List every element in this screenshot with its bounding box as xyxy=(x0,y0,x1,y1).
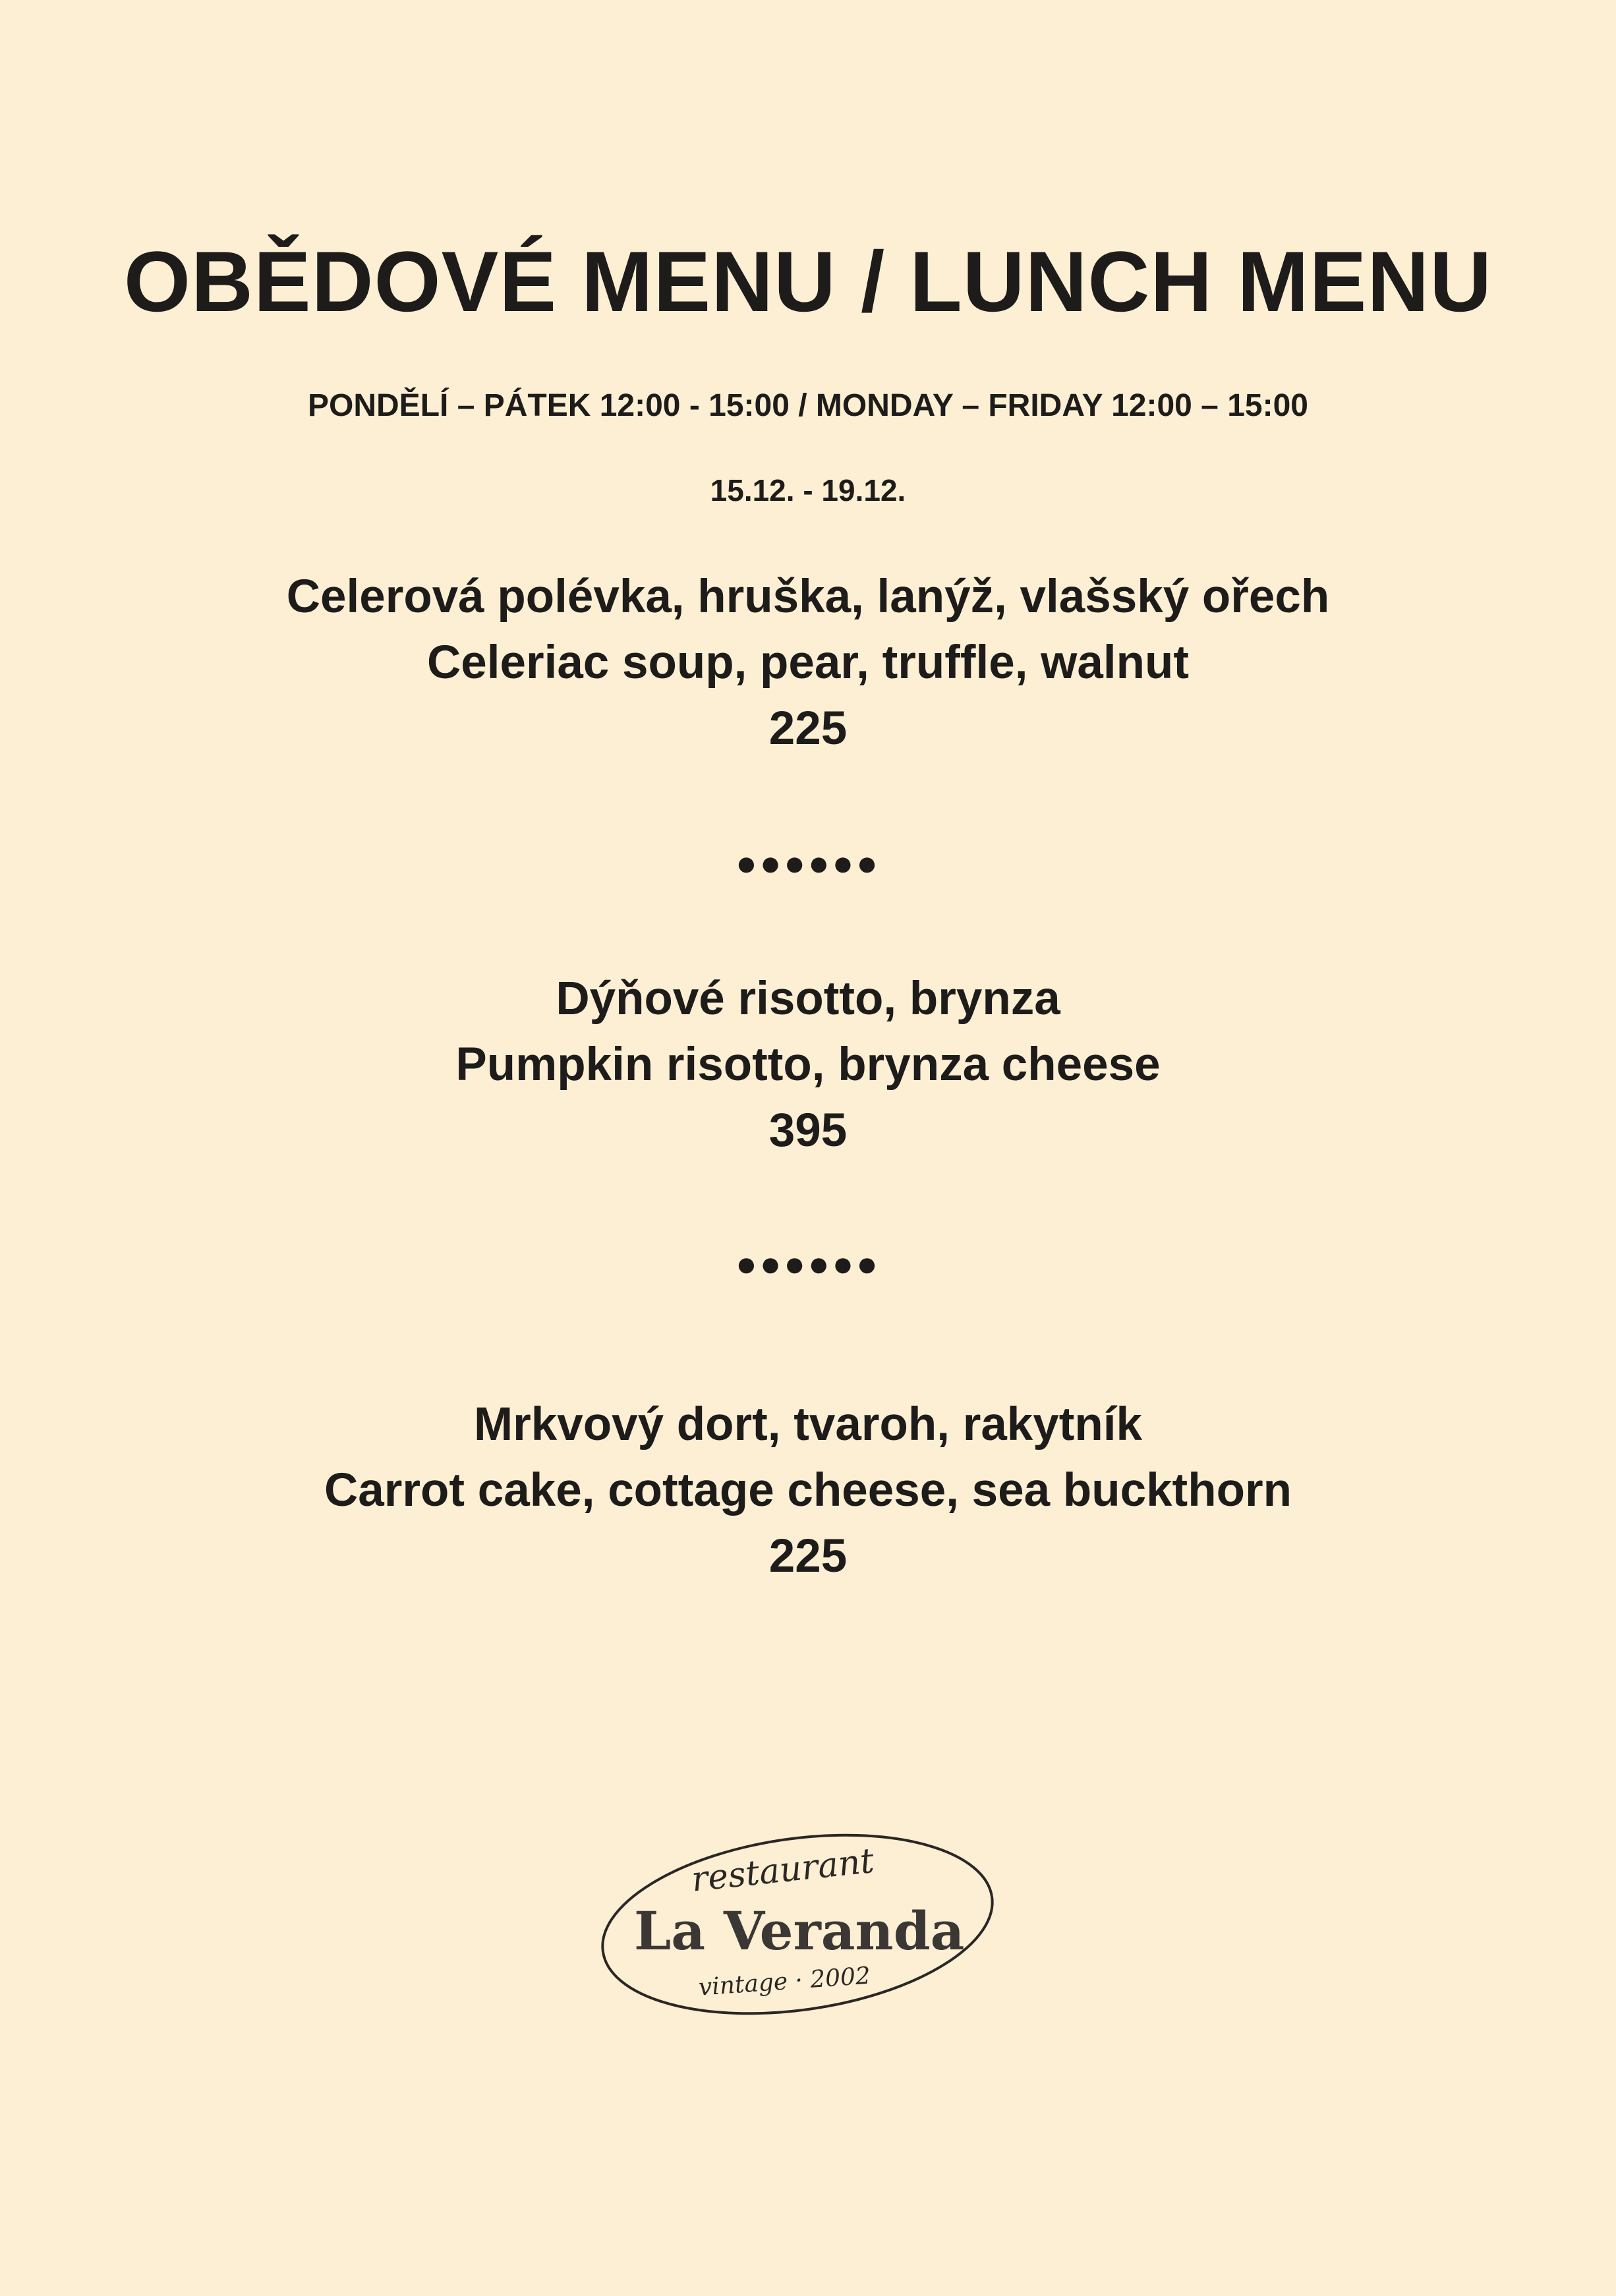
course-price: 225 xyxy=(768,1530,848,1582)
course-name-english: Carrot cake, cottage cheese, sea buckthorn xyxy=(324,1464,1292,1516)
course-name-english: Pumpkin risotto, brynza cheese xyxy=(455,1039,1161,1091)
logo-name: La Veranda xyxy=(634,1900,965,1962)
course-name-czech: Celerová polévka, hruška, lanýž, vlašský ořech xyxy=(286,571,1330,623)
course-name-czech: Mrkvový dort, tvaroh, rakytník xyxy=(473,1398,1143,1450)
course-soup xyxy=(0,564,1616,762)
menu-date-range: 15.12. - 19.12. xyxy=(710,473,906,507)
logo-top-text: restaurant xyxy=(689,1841,877,1900)
menu-title: OBĚDOVÉ MENU / LUNCH MENU xyxy=(123,233,1493,330)
logo-bottom-text: vintage · 2002 xyxy=(697,1962,872,2001)
course-price: 395 xyxy=(768,1105,848,1157)
course-price: 225 xyxy=(768,703,848,755)
opening-hours: PONDĚLÍ – PÁTEK 12:00 - 15:00 / MONDAY – FRIDAY 12:00 – 15:00 xyxy=(308,388,1308,423)
course-name-english: Celeriac soup, pear, truffle, walnut xyxy=(426,637,1189,689)
restaurant-logo xyxy=(593,1819,1002,2030)
course-name-czech: Dýňové risotto, brynza xyxy=(556,973,1060,1025)
separator-dots: ●●●●●● xyxy=(736,844,880,883)
separator-dots: ●●●●●● xyxy=(736,1244,880,1284)
course-dessert xyxy=(0,1392,1616,1590)
course-main xyxy=(0,966,1616,1164)
